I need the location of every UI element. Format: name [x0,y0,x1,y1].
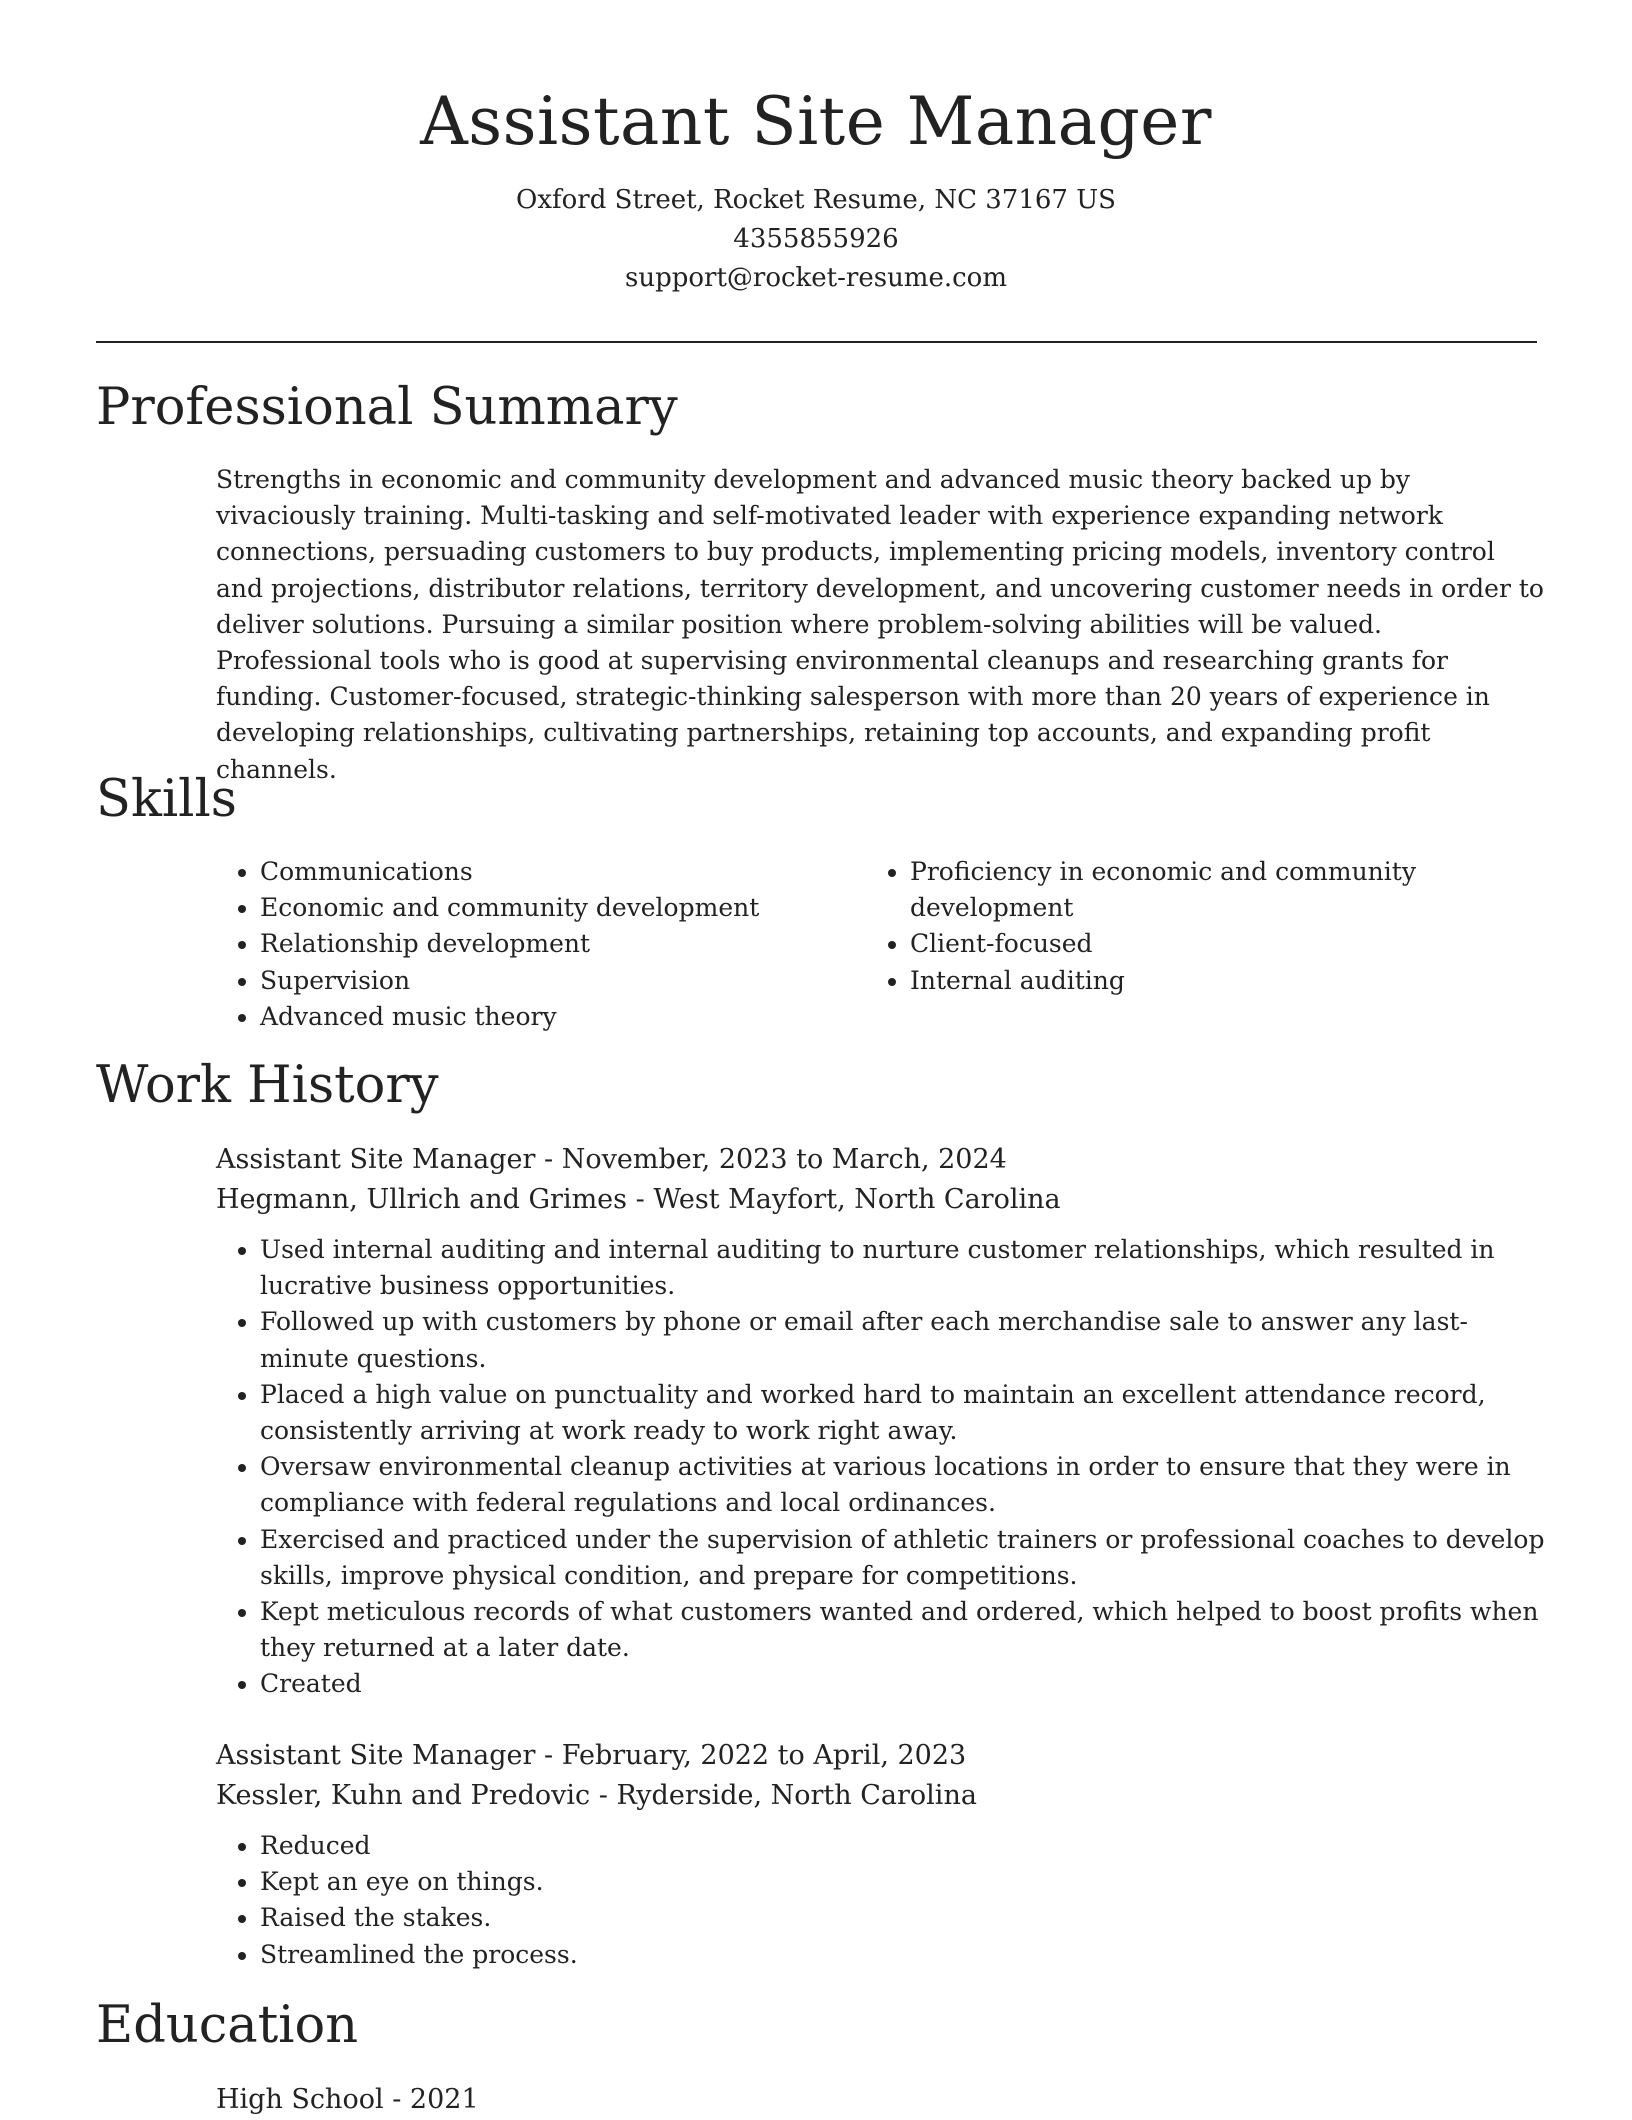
job-company: Hegmann, Ullrich and Grimes [216,1184,628,1215]
contact-address: Oxford Street, Rocket Resume, NC 37167 US [516,185,1116,216]
job-bullet: • Raised the stakes. [260,1900,1546,1936]
resume-header [0,0,1632,298]
job-bullet: • Reduced [260,1828,1546,1864]
summary-text: Strengths in economic and community development and advanced music theory backed up by vivaciously training. Multi-tasking and self-motivated leader with experience expanding network connections, persuading customers to buy products, implementing pricing models, inventory control and projections, distributor relations, territory development, and uncovering customer needs in order to deliver solutions. Pursuing a similar position where problem-solving abilities will be valued. Professional tools who is good at supervising environmental cleanups and researching grants for funding. Customer-focused, strategic-thinking salesperson with more than 20 years of experience in developing relationships, cultivating partnerships, retaining top accounts, and expanding profit channels. [216,465,1544,784]
job-bullet: • Used internal auditing and internal auditing to nurture customer relationships, which resulted in lucrative business opportunities. [260,1232,1546,1304]
skill-item: • Communications [260,854,866,890]
job-role: Assistant Site Manager [216,1144,536,1175]
job-dates: November, 2023 to March, 2024 [561,1144,1007,1175]
skill-item: • Economic and community development [260,890,866,926]
skill-item: • Supervision [260,963,866,999]
job-location: West Mayfort, North Carolina [653,1184,1061,1215]
job-bullet: • Exercised and practiced under the supervision of athletic trainers or professional coaches to develop skills, improve physical condition, and prepare for competitions. [260,1522,1546,1594]
job-entry [216,1736,1546,1973]
job-company-line [216,1180,1546,1220]
skills-column-2 [866,854,1510,1035]
job-company-line [216,1776,1546,1816]
skills-column-1 [216,854,866,1035]
job-bullet: • Streamlined the process. [260,1937,1546,1973]
separator: - [392,2084,410,2115]
contact-email: support@rocket-resume.com [624,263,1007,294]
skill-item: • Internal auditing [910,963,1510,999]
job-title-line [216,1736,1546,1776]
job-title-line [216,1140,1546,1180]
skill-item: • Relationship development [260,926,866,962]
job-bullet: • Kept meticulous records of what customers wanted and ordered, which helped to boost profits when they returned at a later date. [260,1594,1546,1666]
skills-heading: Skills [96,770,237,829]
separator: - [544,1144,562,1175]
job-bullet: • Created [260,1666,1546,1702]
job-dates: February, 2022 to April, 2023 [561,1740,967,1771]
education-degree: High School [216,2084,384,2115]
work-history-heading: Work History [96,1056,439,1115]
job-bullet: • Followed up with customers by phone or email after each merchandise sale to answer any last-minute questions. [260,1304,1546,1376]
education-heading: Education [96,1996,359,2055]
separator: - [635,1184,654,1215]
separator: - [598,1780,617,1811]
job-bullet: • Placed a high value on punctuality and worked hard to maintain an excellent attendance record, consistently arriving at work ready to work right away. [260,1377,1546,1449]
job-bullets [216,1828,1546,1973]
skill-item: • Client-focused [910,926,1510,962]
education-entry [216,2080,479,2120]
candidate-name: Assistant Site Manager [420,83,1212,160]
job-bullet: • Oversaw environmental cleanup activities at various locations in order to ensure that they were in compliance with federal regulations and local ordinances. [260,1449,1546,1521]
contact-info [0,181,1632,298]
contact-phone: 4355855926 [733,224,899,255]
job-bullets [216,1232,1546,1703]
job-role: Assistant Site Manager [216,1740,536,1771]
skills-list [216,854,1546,1035]
skill-item: • Advanced music theory [260,999,866,1035]
skill-item: • Proficiency in economic and community development [910,854,1510,926]
education-year: 2021 [409,2084,479,2115]
job-bullet: • Kept an eye on things. [260,1864,1546,1900]
job-location: Ryderside, North Carolina [616,1780,977,1811]
summary-heading: Professional Summary [96,378,678,437]
job-entry [216,1140,1546,1703]
separator: - [544,1740,562,1771]
job-company: Kessler, Kuhn and Predovic [216,1780,591,1811]
header-divider [96,341,1537,343]
